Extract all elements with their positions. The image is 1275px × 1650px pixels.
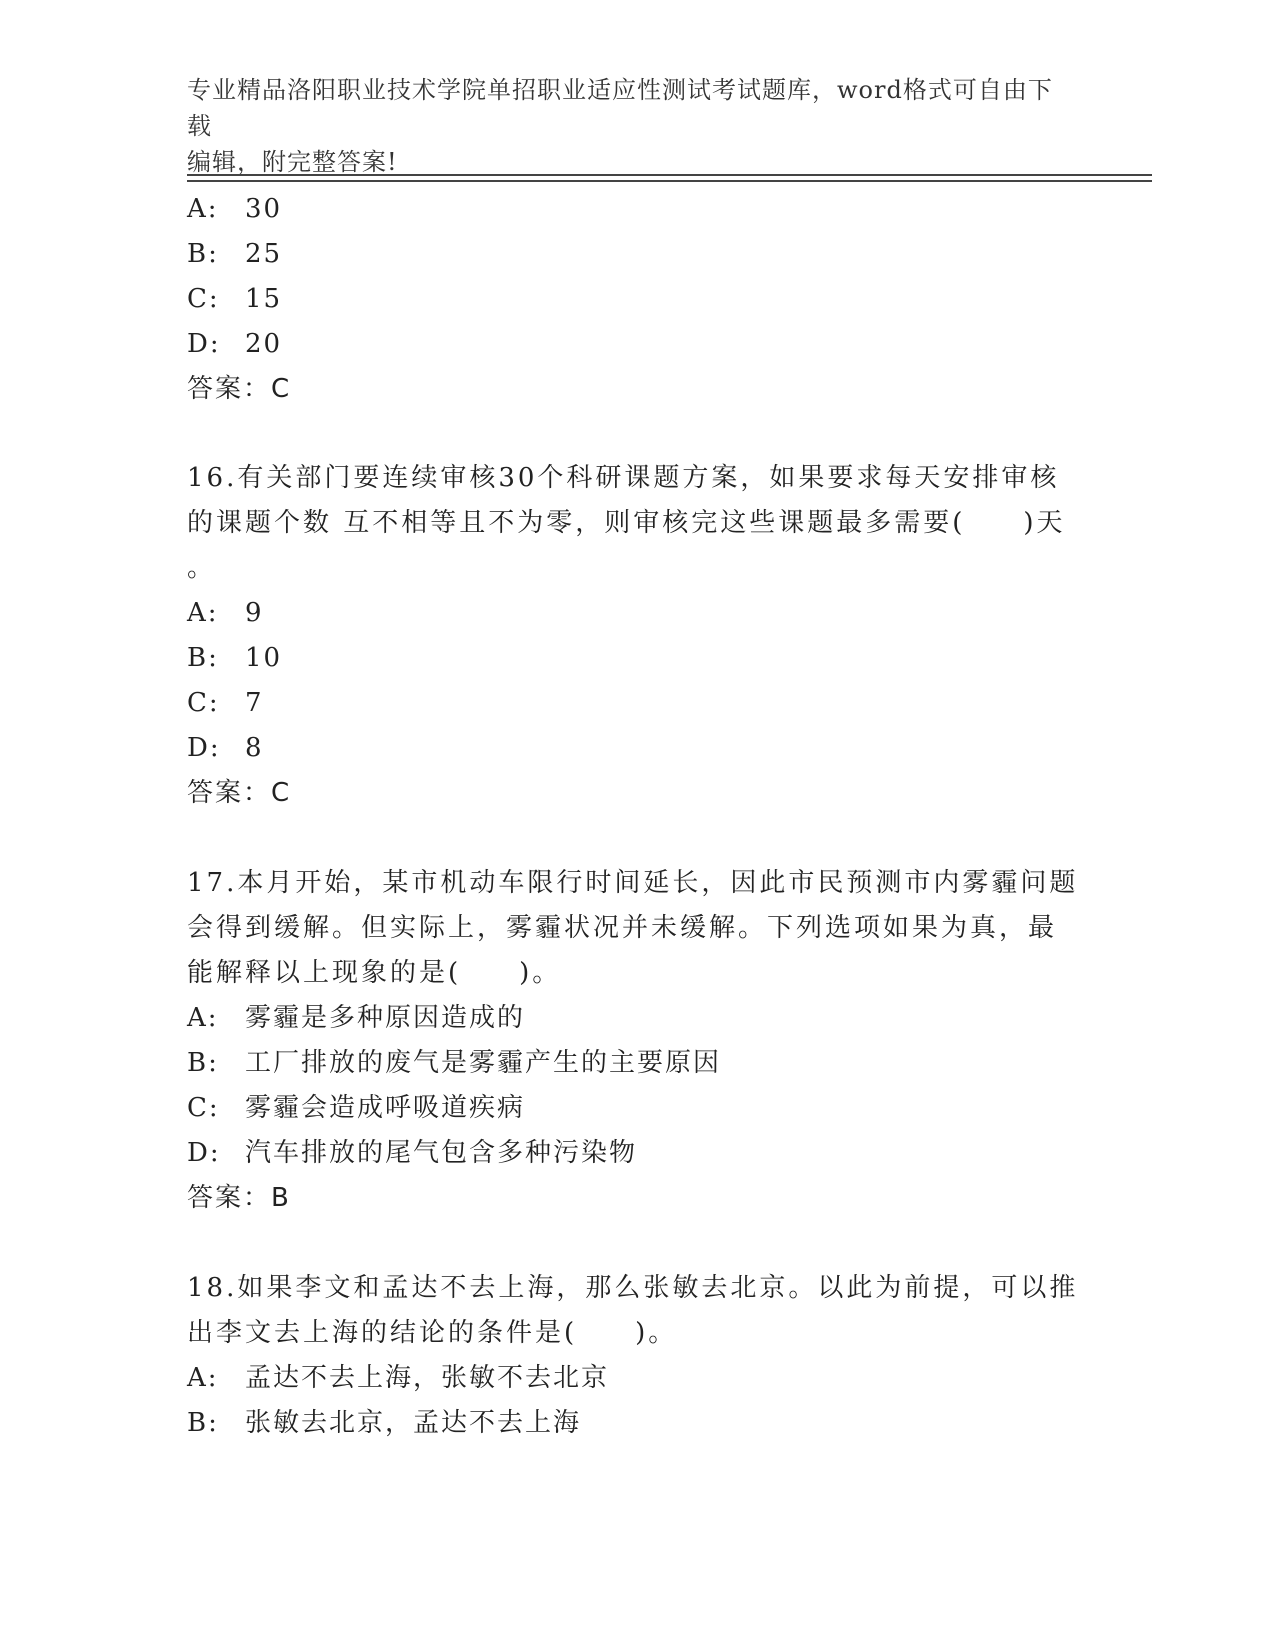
- option-b: B: 张敏去北京，孟达不去上海: [187, 1408, 582, 1438]
- question-16-line-2: 的课题个数 互不相等且不为零，则审核完这些课题最多需要( )天: [187, 508, 1066, 538]
- option-d: D: 汽车排放的尾气包含多种污染物: [187, 1138, 638, 1168]
- document-header: [187, 72, 1067, 180]
- option-b: B: 工厂排放的废气是雾霾产生的主要原因: [187, 1048, 722, 1078]
- option-a: A: 雾霾是多种原因造成的: [187, 1003, 526, 1033]
- header-divider-top: [187, 174, 1152, 176]
- question-18-line-1: 18.如果李文和孟达不去上海，那么张敏去北京。以此为前提，可以推: [187, 1273, 1079, 1303]
- question-16-line-1: 16.有关部门要连续审核30个科研课题方案，如果要求每天安排审核: [187, 463, 1060, 493]
- answer: 答案：C: [187, 778, 292, 808]
- answer: 答案：C: [187, 374, 292, 404]
- question-16-line-3: 。: [187, 553, 217, 583]
- header-line-2: 编辑，附完整答案!: [187, 148, 398, 176]
- header-divider-bottom: [187, 180, 1152, 182]
- option-c: C: 雾霾会造成呼吸道疾病: [187, 1093, 526, 1123]
- question-17-line-2: 会得到缓解。但实际上，雾霾状况并未缓解。下列选项如果为真，最: [187, 913, 1058, 943]
- answer: 答案：B: [187, 1183, 291, 1213]
- option-a: A: 孟达不去上海，张敏不去北京: [187, 1363, 610, 1393]
- option-c: C: 7: [187, 688, 264, 718]
- option-c: C: 15: [187, 284, 283, 314]
- question-17-line-1: 17.本月开始，某市机动车限行时间延长，因此市民预测市内雾霾问题: [187, 868, 1079, 898]
- option-b: B: 10: [187, 643, 283, 673]
- option-b: B: 25: [187, 239, 283, 269]
- header-line-1: 专业精品洛阳职业技术学院单招职业适应性测试考试题库，word格式可自由下载: [187, 76, 1053, 140]
- option-a: A: 30: [187, 194, 283, 224]
- option-d: D: 8: [187, 733, 264, 763]
- option-d: D: 20: [187, 329, 283, 359]
- question-17-line-3: 能解释以上现象的是( )。: [187, 958, 562, 988]
- question-18-line-2: 出李文去上海的结论的条件是( )。: [187, 1318, 678, 1348]
- option-a: A: 9: [187, 598, 264, 628]
